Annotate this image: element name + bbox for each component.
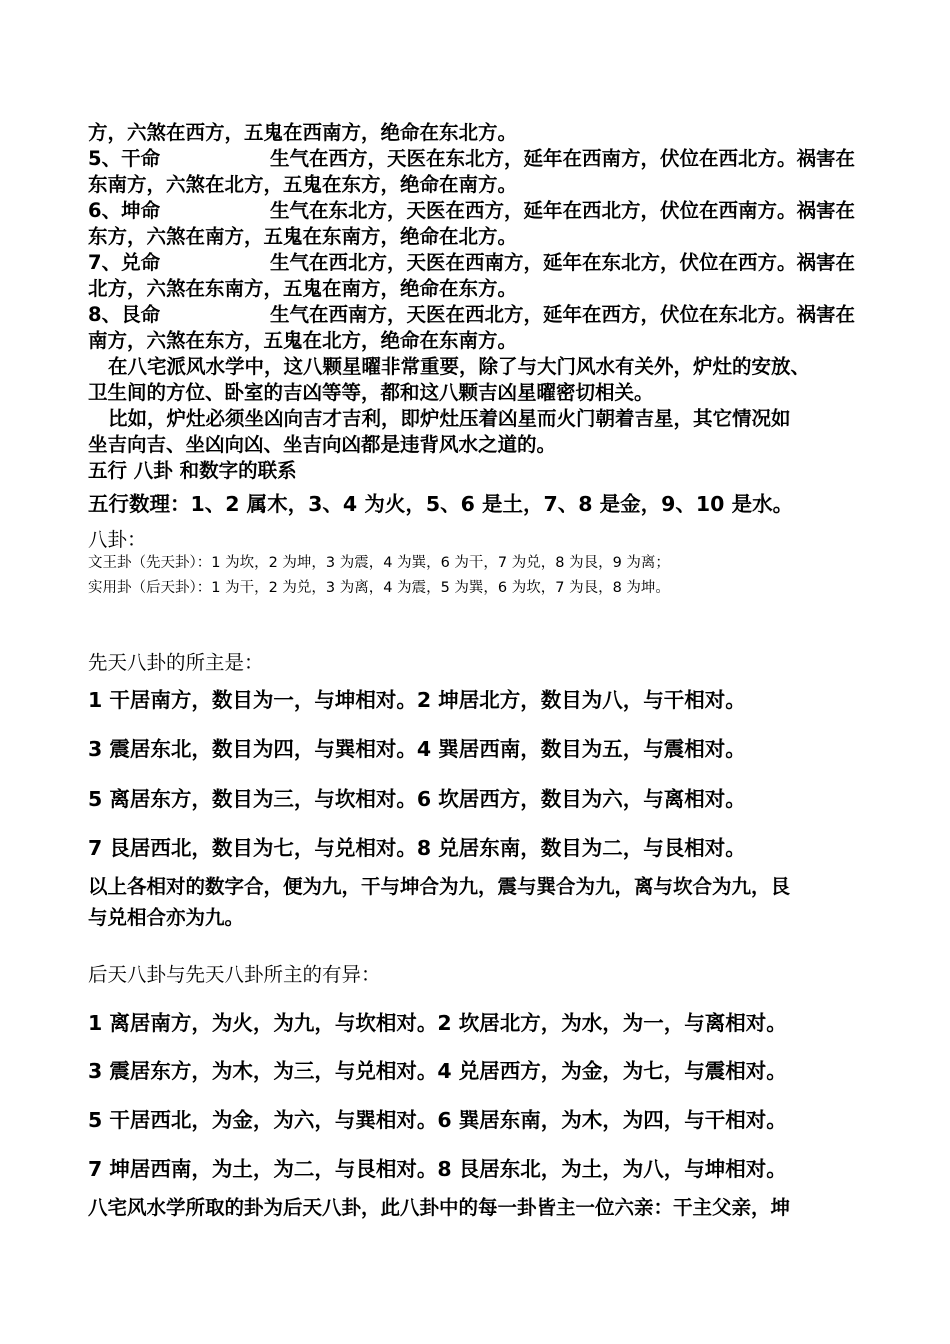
xiantian-line: 5 离居东方，数目为三，与坎相对。6 坎居西方，数目为六，与离相对。	[88, 787, 746, 811]
houtian-line: 3 震居东方，为木，为三，与兑相对。4 兑居西方，为金，为七，与震相对。	[88, 1059, 787, 1083]
text-line: 东南方，六煞在北方，五鬼在东方，绝命在南方。	[88, 173, 518, 196]
paragraph-line: 与兑相合亦为九。	[88, 906, 245, 929]
houtian-line: 5 干居西北，为金，为六，与巽相对。6 巽居东南，为木，为四，与干相对。	[88, 1108, 787, 1132]
section-heading: 五行 八卦 和数字的联系	[88, 459, 297, 482]
section-heading: 先天八卦的所主是：	[88, 651, 264, 674]
xiantian-line: 7 艮居西北，数目为七，与兑相对。8 兑居东南，数目为二，与艮相对。	[88, 836, 746, 860]
text-line	[88, 199, 855, 223]
text-line	[88, 303, 855, 327]
wuxing-numbers: 五行数理：1、2 属木，3、4 为火，5、6 是土，7、8 是金，9、10 是水。	[88, 492, 794, 516]
bagua-line: 文王卦（先天卦）：1 为坎，2 为坤，3 为震，4 为巽，6 为干，7 为兑，8 为艮，9 为离；	[88, 555, 670, 571]
gua-label: 5、干命	[88, 147, 161, 170]
paragraph-line: 八宅风水学所取的卦为后天八卦，此八卦中的每一卦皆主一位六亲：干主父亲，坤	[88, 1196, 791, 1219]
paragraph-line: 比如，炉灶必须坐凶向吉才吉利，即炉灶压着凶星而火门朝着吉星，其它情况如	[108, 407, 791, 430]
paragraph-line: 坐吉向吉、坐凶向凶、坐吉向凶都是违背风水之道的。	[88, 433, 557, 456]
bagua-line: 实用卦（后天卦）：1 为干，2 为兑，3 为离，4 为震，5 为巽，6 为坎，7 为艮，8 为坤。	[88, 580, 670, 596]
text-line	[88, 147, 855, 171]
gua-label: 8、艮命	[88, 303, 161, 326]
paragraph-line: 以上各相对的数字合，便为九，干与坤合为九，震与巽合为九，离与坎合为九，艮	[88, 875, 791, 898]
section-heading: 后天八卦与先天八卦所主的有异：	[88, 963, 381, 986]
gua-text: 生气在西北方，天医在西南方，延年在东北方，伏位在西方。祸害在	[270, 251, 856, 274]
text-line: 东方，六煞在南方，五鬼在东南方，绝命在北方。	[88, 225, 518, 248]
bagua-label: 八卦：	[88, 528, 147, 551]
gua-label: 7、兑命	[88, 251, 161, 274]
text-line	[88, 251, 855, 275]
houtian-line: 7 坤居西南，为土，为二，与艮相对。8 艮居东北，为土，为八，与坤相对。	[88, 1157, 787, 1181]
paragraph-line: 在八宅派风水学中，这八颗星曜非常重要，除了与大门风水有关外，炉灶的安放、	[108, 355, 811, 378]
xiantian-line: 3 震居东北，数目为四，与巽相对。4 巽居西南，数目为五，与震相对。	[88, 737, 746, 761]
paragraph-line: 卫生间的方位、卧室的吉凶等等，都和这八颗吉凶星曜密切相关。	[88, 381, 654, 404]
gua-text: 生气在西方，天医在东北方，延年在西南方，伏位在西北方。祸害在	[270, 147, 856, 170]
text-line: 南方，六煞在东方，五鬼在北方，绝命在东南方。	[88, 329, 518, 352]
houtian-line: 1 离居南方，为火，为九，与坎相对。2 坎居北方，为水，为一，与离相对。	[88, 1011, 787, 1035]
gua-text: 生气在东北方，天医在西方，延年在西北方，伏位在西南方。祸害在	[270, 199, 856, 222]
text-line: 北方，六煞在东南方，五鬼在南方，绝命在东方。	[88, 277, 518, 300]
text-line: 方，六煞在西方，五鬼在西南方，绝命在东北方。	[88, 121, 518, 144]
xiantian-line: 1 干居南方，数目为一，与坤相对。2 坤居北方，数目为八，与干相对。	[88, 688, 746, 712]
gua-label: 6、坤命	[88, 199, 161, 222]
gua-text: 生气在西南方，天医在西北方，延年在西方，伏位在东北方。祸害在	[270, 303, 856, 326]
